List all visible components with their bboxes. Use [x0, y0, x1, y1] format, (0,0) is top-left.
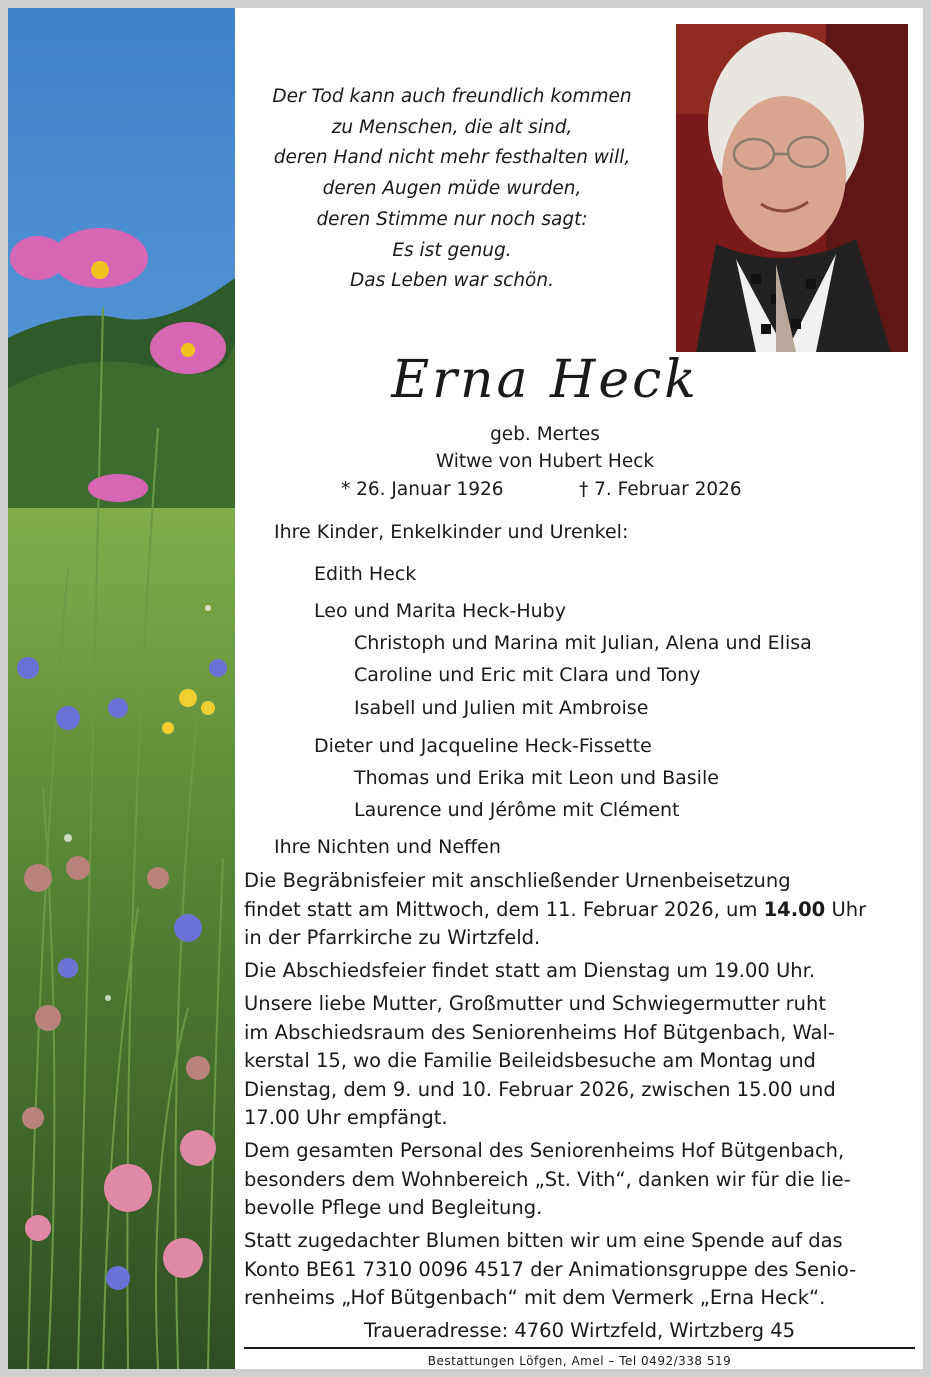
death-date: † 7. Februar 2026 — [579, 479, 742, 500]
mourner-line: Thomas und Erika mit Leon und Basile — [354, 767, 719, 789]
poem-line: zu Menschen, die alt sind, — [331, 116, 573, 138]
poem — [236, 82, 668, 297]
mourner-line: Isabell und Julien mit Ambroise — [354, 697, 649, 719]
poem-line: deren Stimme nur noch sagt: — [316, 208, 588, 230]
funeral-info — [244, 867, 866, 953]
deceased-name: Erna Heck — [391, 350, 699, 410]
funeral-time-unit: Uhr — [825, 897, 867, 921]
donation-line: Konto BE61 7310 0096 4517 der Animationsgruppe des Senio- — [244, 1257, 857, 1281]
donation-info — [244, 1227, 856, 1313]
birth-name: geb. Mertes — [490, 424, 600, 445]
thanks-info — [244, 1137, 851, 1223]
widow-of: Witwe von Hubert Heck — [435, 451, 655, 472]
birth-date: * 26. Januar 1926 — [341, 479, 504, 500]
viewing-info — [244, 990, 836, 1133]
funeral-line: Die Begräbnisfeier mit anschließender Urnenbeisetzung — [244, 869, 791, 892]
funeral-line — [244, 896, 866, 925]
footer-divider — [244, 1347, 915, 1349]
portrait-photo — [676, 24, 908, 352]
thanks-line: Dem gesamten Personal des Seniorenheims Hof Bütgenbach, — [244, 1139, 845, 1162]
wildflower-meadow-image — [8, 8, 235, 1369]
mourner-line: Leo und Marita Heck-Huby — [314, 600, 566, 622]
mourning-address: Traueradresse: 4760 Wirtzfeld, Wirtzberg 45 — [363, 1319, 796, 1342]
thanks-line: bevolle Pflege und Begleitung. — [244, 1196, 543, 1219]
poem-line: deren Hand nicht mehr festhalten will, — [273, 147, 631, 169]
donation-line: Statt zugedachter Blumen bitten wir um eine Spende auf das — [244, 1229, 843, 1252]
poem-line: Es ist genug. — [392, 239, 512, 261]
poem-line: Das Leben war schön. — [350, 270, 554, 292]
poem-line: Der Tod kann auch freundlich kommen — [272, 86, 632, 107]
viewing-line: im Abschiedsraum des Seniorenheims Hof Bütgenbach, Wal- — [244, 1020, 835, 1044]
mourner-line: Laurence und Jérôme mit Clément — [354, 799, 680, 821]
viewing-line: 17.00 Uhr empfängt. — [244, 1106, 448, 1129]
funeral-date-text: findet statt am Mittwoch, dem 11. Februar 2026, um — [244, 897, 764, 921]
viewing-line: Unsere liebe Mutter, Großmutter und Schwiegermutter ruht — [244, 992, 827, 1015]
farewell-info: Die Abschiedsfeier findet statt am Dienstag um 19.00 Uhr. — [244, 959, 816, 982]
thanks-line: besonders dem Wohnbereich „St. Vith“, danken wir für die lie- — [244, 1167, 851, 1191]
mourner-line: Edith Heck — [314, 563, 417, 585]
mourner-line: Dieter und Jacqueline Heck-Fissette — [314, 735, 652, 757]
funeral-line: in der Pfarrkirche zu Wirtzfeld. — [244, 926, 541, 949]
viewing-line: kerstal 15, wo die Familie Beileidsbesuche am Montag und — [244, 1049, 816, 1072]
mourner-line: Caroline und Eric mit Clara und Tony — [354, 664, 701, 686]
funeral-time: 14.00 — [763, 897, 826, 921]
donation-line: renheims „Hof Bütgenbach“ mit dem Vermerk „Erna Heck“. — [244, 1286, 826, 1309]
mourners-heading: Ihre Kinder, Enkelkinder und Urenkel: — [274, 521, 629, 543]
poem-line: deren Augen müde wurden, — [322, 178, 582, 200]
nieces-nephews: Ihre Nichten und Neffen — [274, 836, 501, 858]
mourner-line: Christoph und Marina mit Julian, Alena und Elisa — [354, 632, 812, 654]
undertaker-footer: Bestattungen Löfgen, Amel – Tel 0492/338 519 — [427, 1354, 732, 1368]
viewing-line: Dienstag, dem 9. und 10. Februar 2026, zwischen 15.00 und — [244, 1077, 836, 1101]
